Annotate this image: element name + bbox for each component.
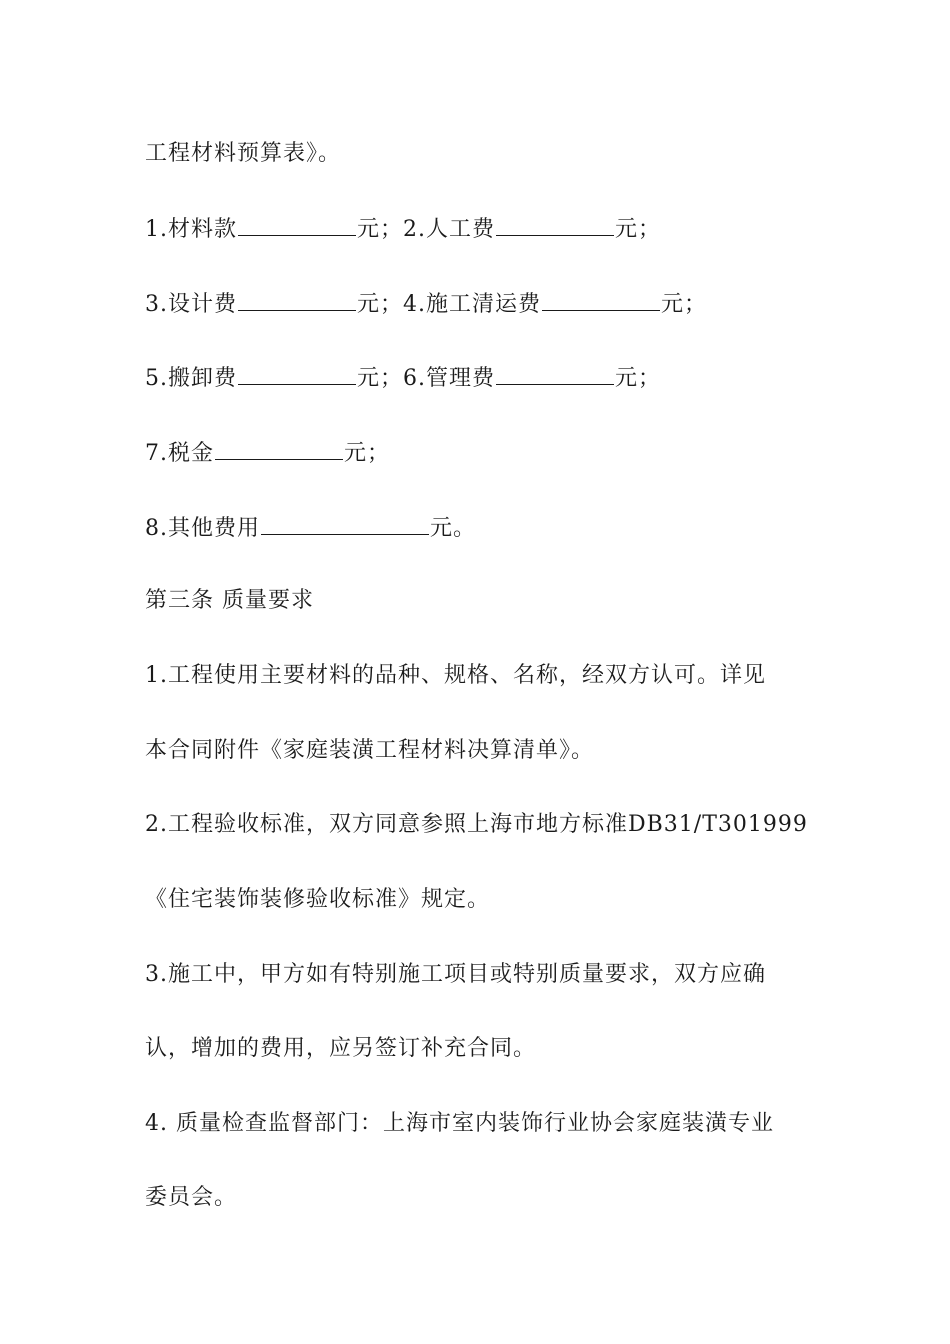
fill-blank-other[interactable]	[261, 512, 429, 535]
fill-blank-handling[interactable]	[238, 362, 356, 385]
fee-line-handling-management	[145, 362, 661, 394]
fill-blank-labor[interactable]	[496, 213, 614, 236]
fee-unit-tax: 元；	[344, 441, 391, 466]
quality-item-4-line-2: 委员会。	[145, 1185, 238, 1210]
quality-item-3-line-1: 3.施工中，甲方如有特别施工项目或特别质量要求，双方应确	[145, 962, 766, 987]
fee-unit-cleanup: 元；	[661, 292, 708, 317]
quality-item-2-line-1: 2.工程验收标准，双方同意参照上海市地方标准DB31/T301999	[145, 812, 808, 837]
fee-line-design-cleanup	[145, 288, 707, 320]
fee-label-management: 6.管理费	[403, 366, 496, 391]
section-heading-quality: 第三条 质量要求	[145, 588, 314, 613]
fee-line-other	[145, 512, 476, 544]
fee-label-tax: 7.税金	[145, 441, 214, 466]
fee-label-labor: 2.人工费	[403, 217, 496, 242]
fill-blank-cleanup[interactable]	[542, 288, 660, 311]
fill-blank-material[interactable]	[238, 213, 356, 236]
fee-line-material-labor	[145, 213, 661, 245]
fill-blank-management[interactable]	[496, 362, 614, 385]
fee-unit-design: 元；	[357, 292, 404, 317]
fee-unit-other: 元。	[430, 516, 477, 541]
fill-blank-tax[interactable]	[215, 437, 343, 460]
fee-unit-management: 元；	[615, 366, 662, 391]
fee-label-cleanup: 4.施工清运费	[403, 292, 542, 317]
quality-item-1-line-1: 1.工程使用主要材料的品种、规格、名称，经双方认可。详见	[145, 663, 766, 688]
quality-item-3-line-2: 认，增加的费用，应另签订补充合同。	[145, 1036, 537, 1061]
fee-unit-material: 元；	[357, 217, 404, 242]
quality-item-1-line-2: 本合同附件《家庭装潢工程材料决算清单》。	[145, 738, 595, 763]
quality-item-2-line-2: 《住宅装饰装修验收标准》规定。	[145, 887, 491, 912]
fill-blank-design[interactable]	[238, 288, 356, 311]
fee-unit-handling: 元；	[357, 366, 404, 391]
fee-label-design: 3.设计费	[145, 292, 237, 317]
fee-label-handling: 5.搬卸费	[145, 366, 237, 391]
fee-label-other: 8.其他费用	[145, 516, 260, 541]
fee-line-tax	[145, 437, 390, 469]
quality-item-4-line-1: 4. 质量检查监督部门：上海市室内装饰行业协会家庭装潢专业	[145, 1111, 774, 1136]
fee-label-material: 1.材料款	[145, 217, 237, 242]
fee-unit-labor: 元；	[615, 217, 662, 242]
text-line-budget-table-end: 工程材料预算表》。	[145, 141, 342, 166]
